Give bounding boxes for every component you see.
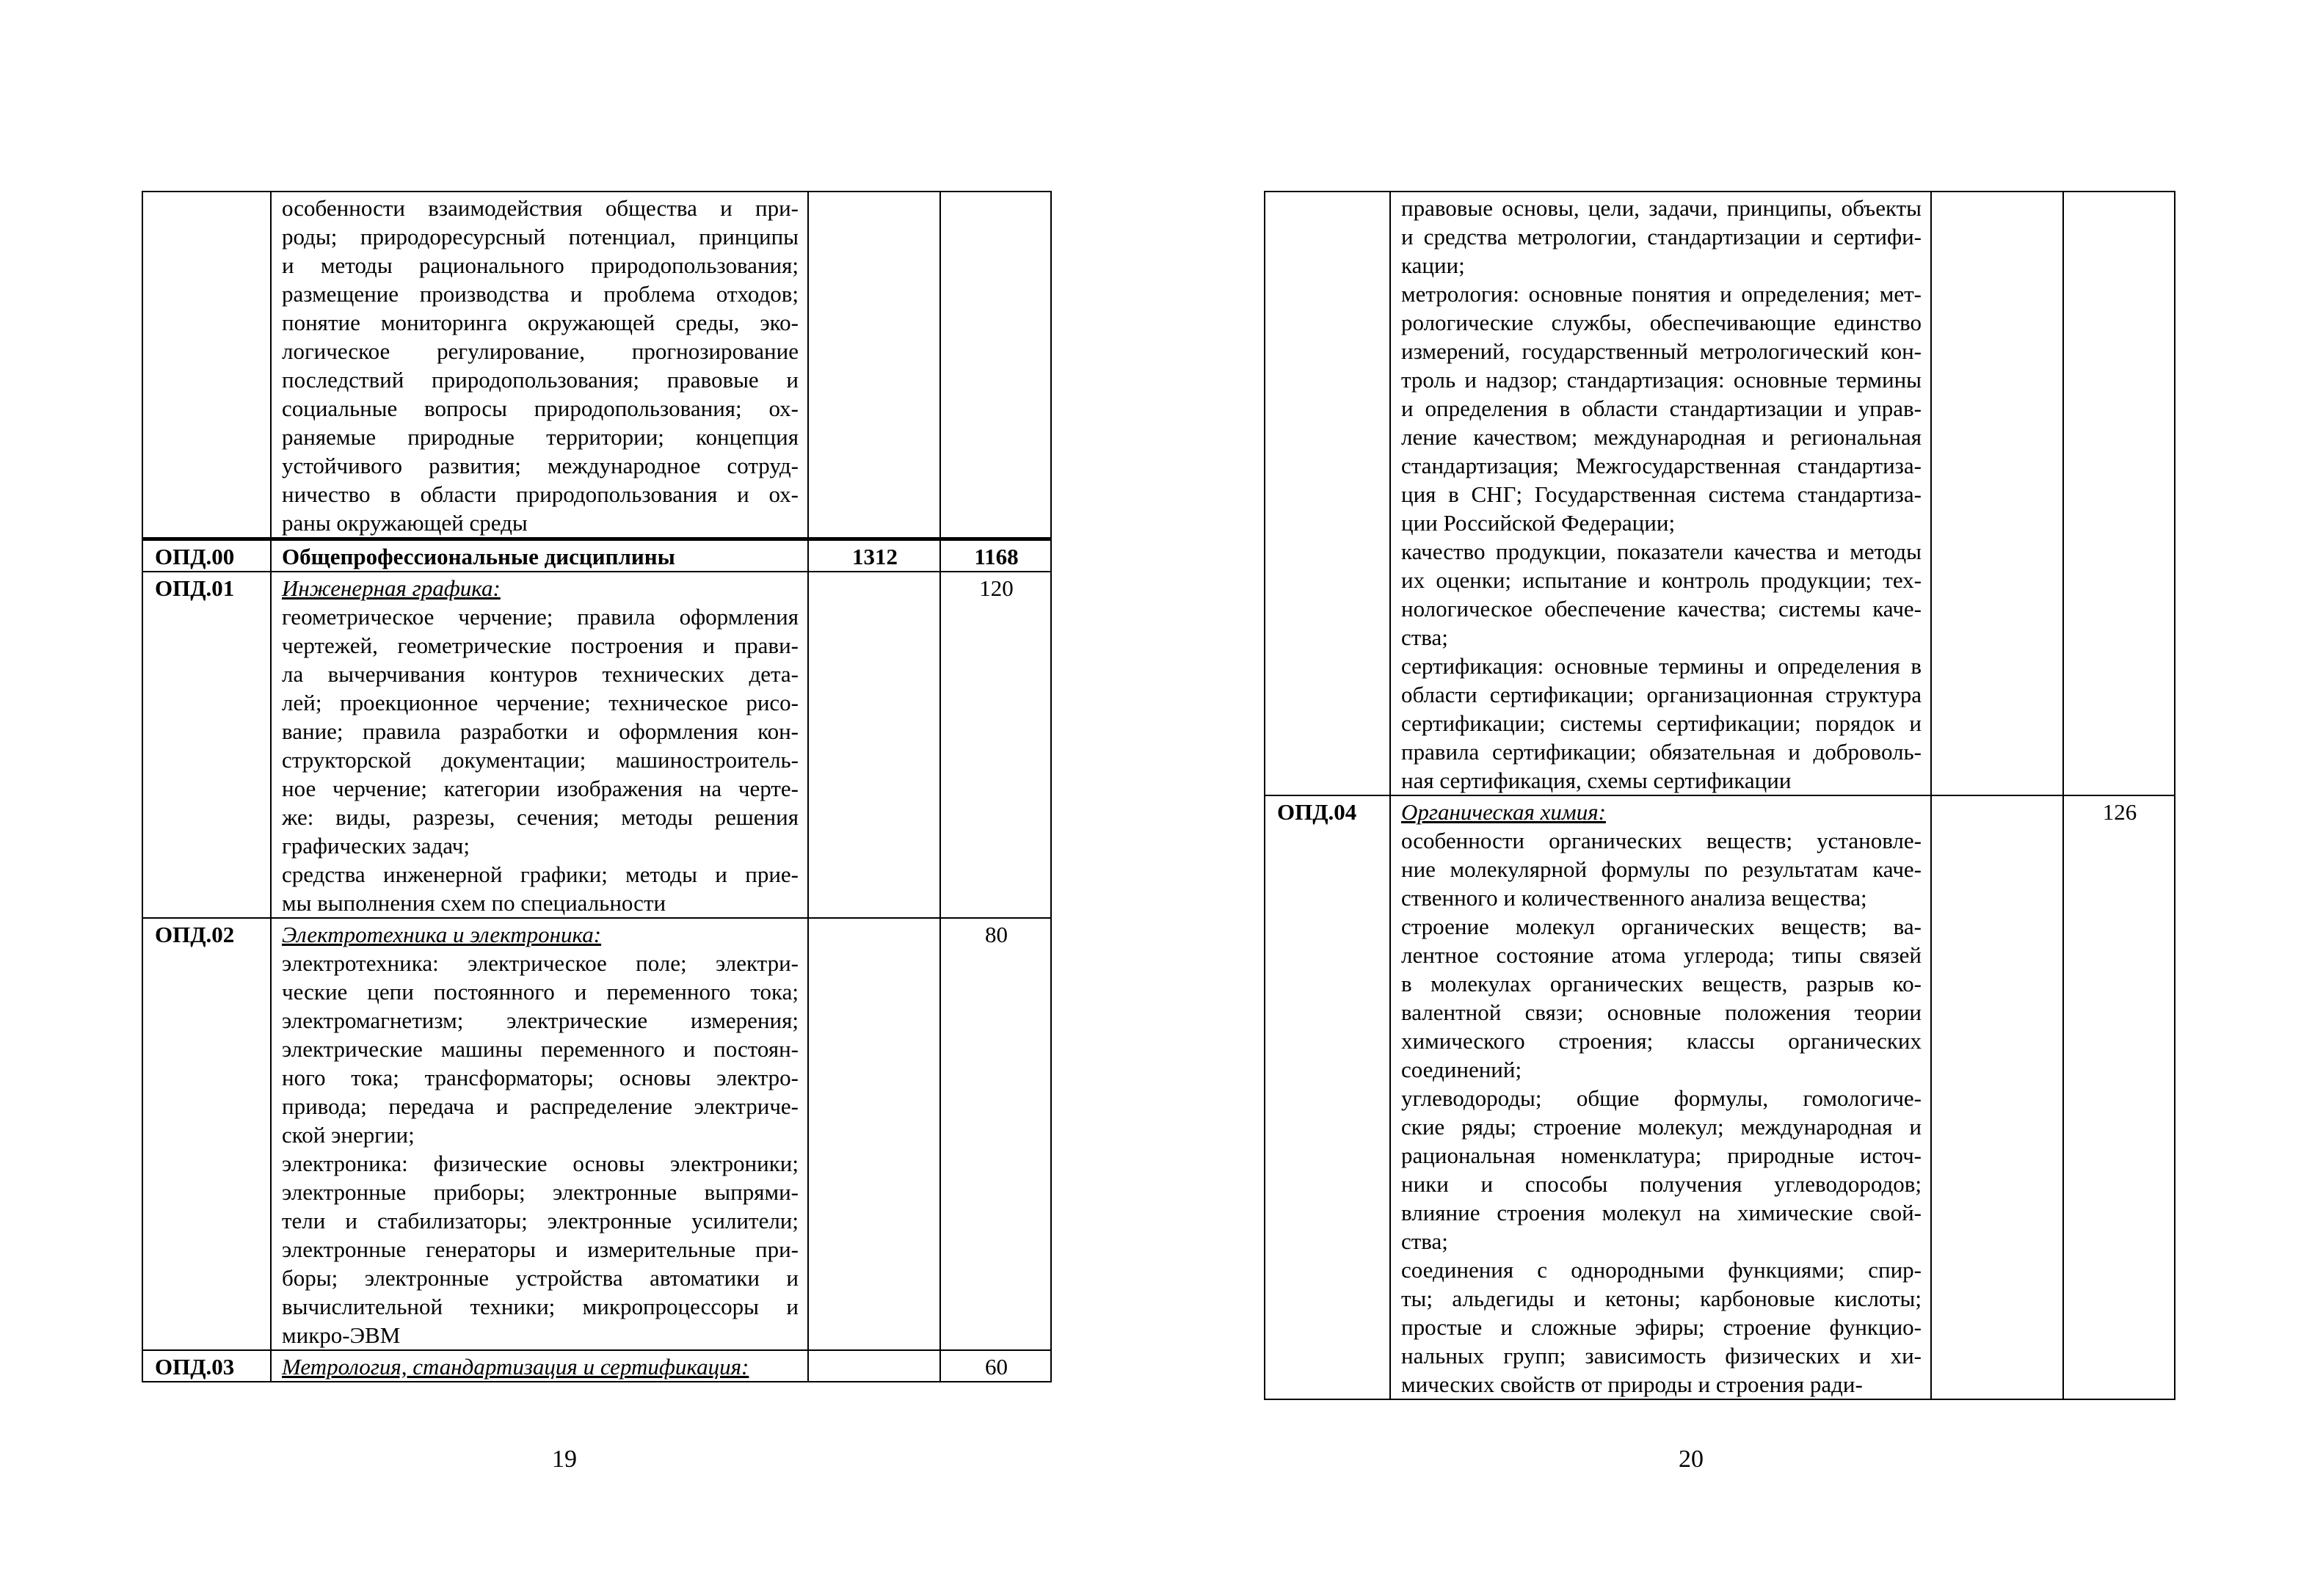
content-line: метрология: основные понятия и определения; мет- [1401, 281, 1922, 307]
content-line: электронные генераторы и измерительные при- [282, 1236, 799, 1262]
discipline-title: Инженерная графика: [282, 575, 501, 601]
hours-required: 60 [940, 1350, 1051, 1382]
content-line: ства; [1401, 624, 1448, 650]
discipline-title: Органическая химия: [1401, 799, 1606, 825]
content-line: особенности взаимодействия общества и при- [282, 195, 799, 221]
content-line: ники и способы получения углеводородов; [1401, 1171, 1922, 1197]
content-line: раны окружающей среды [282, 510, 528, 536]
content-line: электромагнетизм; электрические измерения; [282, 1007, 799, 1033]
content-line: ской энергии; [282, 1122, 415, 1148]
hours-max [808, 918, 940, 1350]
hours-max: 1312 [808, 539, 940, 572]
table-row [142, 539, 1051, 572]
content-line: лей; проекционное черчение; техническое рисо- [282, 690, 799, 715]
content-line: ла вычерчивания контуров технических дета- [282, 661, 799, 687]
content-line: мы выполнения схем по специальности [282, 890, 666, 916]
content-line: чертежей, геометрические построения и прави- [282, 633, 799, 658]
content-line: в молекулах органических веществ, разрыв ко- [1401, 971, 1922, 996]
content-line: вычислительной техники; микропроцессоры и [282, 1294, 799, 1319]
content-line: электронные приборы; электронные выпрями- [282, 1179, 799, 1205]
content-line: средства инженерной графики; методы и прие- [282, 861, 799, 887]
content-line: ственного и количественного анализа вещества; [1401, 885, 1867, 911]
discipline-title: Электротехника и электроника: [282, 922, 602, 947]
curriculum-table-left [142, 191, 1052, 1382]
content-line: социальные вопросы природопользования; ох- [282, 396, 799, 421]
discipline-code: ОПД.04 [1265, 795, 1390, 1399]
content-line: рологические службы, обеспечивающие единство [1401, 310, 1922, 335]
content-line: ства; [1401, 1228, 1448, 1254]
hours-required: 120 [940, 572, 1051, 918]
content-line: области сертификации; организационная структура [1401, 682, 1922, 707]
content-line: роды; природоресурсный потенциал, принципы [282, 224, 799, 249]
content-line: качество продукции, показатели качества и методы [1401, 539, 1922, 564]
hours-required [940, 192, 1051, 539]
content-line: сертификации; системы сертификации; порядок и [1401, 710, 1922, 736]
content-line: электроника: физические основы электроники; [282, 1151, 799, 1176]
content-line: ное черчение; категории изображения на черте- [282, 776, 799, 801]
content-line: ние молекулярной формулы по результатам каче- [1401, 856, 1922, 882]
content-line: и методы рационального природопользования; [282, 252, 799, 278]
discipline-content [271, 192, 808, 539]
discipline-content [271, 918, 808, 1350]
discipline-title: Общепрофессиональные дисциплины [282, 544, 675, 569]
hours-required: 80 [940, 918, 1051, 1350]
hours-max [1931, 795, 2063, 1399]
content-line: же: виды, разрезы, сечения; методы решения [282, 804, 799, 830]
content-line: нальных групп; зависимость физических и хи- [1401, 1343, 1922, 1369]
hours-required: 126 [2063, 795, 2175, 1399]
content-line: кации; [1401, 252, 1465, 278]
content-line: и определения в области стандартизации и управ- [1401, 396, 1922, 421]
content-line: раняемые природные территории; концепция [282, 424, 799, 450]
content-line: правила сертификации; обязательная и доброволь- [1401, 739, 1922, 765]
content-line: устойчивого развития; международное сотруд- [282, 453, 799, 478]
content-line: их оценки; испытание и контроль продукции; тех- [1401, 567, 1922, 593]
discipline-content [271, 1350, 808, 1382]
content-line: влияние строения молекул на химические свой- [1401, 1200, 1922, 1225]
content-line: мических свойств от природы и строения ради- [1401, 1371, 1863, 1397]
hours-max [808, 572, 940, 918]
content-line: измерений, государственный метрологический кон- [1401, 338, 1922, 364]
content-line: валентной связи; основные положения теории [1401, 999, 1922, 1025]
content-line: ление качеством; международная и региональная [1401, 424, 1922, 450]
content-line: геометрическое черчение; правила оформления [282, 604, 799, 630]
content-line: простые и сложные эфиры; строение функцио- [1401, 1314, 1922, 1340]
content-line: соединений; [1401, 1057, 1522, 1082]
discipline-code: ОПД.03 [142, 1350, 271, 1382]
discipline-content [271, 572, 808, 918]
hours-max [808, 1350, 940, 1382]
content-line: ция в СНГ; Государственная система стандартиза- [1401, 481, 1922, 507]
content-line: ного тока; трансформаторы; основы электро- [282, 1065, 799, 1090]
content-line: размещение производства и проблема отходов; [282, 281, 799, 307]
discipline-content [271, 539, 808, 572]
content-line: понятие мониторинга окружающей среды, эко- [282, 310, 799, 335]
discipline-code [1265, 192, 1390, 795]
content-line: вание; правила разработки и оформления кон- [282, 718, 799, 744]
content-line: строение молекул органических веществ; ва- [1401, 914, 1922, 939]
content-line: троль и надзор; стандартизация: основные термины [1401, 367, 1922, 393]
table-row [142, 918, 1051, 1350]
content-line: ции Российской Федерации; [1401, 510, 1676, 536]
content-line: ты; альдегиды и кетоны; карбоновые кислоты; [1401, 1286, 1922, 1311]
table-row [142, 192, 1051, 539]
hours-required [2063, 192, 2175, 795]
discipline-code: ОПД.01 [142, 572, 271, 918]
curriculum-table-right [1264, 191, 2175, 1400]
table-row [1265, 192, 2175, 795]
content-line: нологическое обеспечение качества; системы каче- [1401, 596, 1922, 622]
discipline-content [1390, 795, 1931, 1399]
page-number: 19 [552, 1446, 577, 1473]
table-row [142, 572, 1051, 918]
content-line: микро-ЭВМ [282, 1322, 401, 1348]
content-line: последствий природопользования; правовые и [282, 367, 799, 393]
content-line: углеводороды; общие формулы, гомологиче- [1401, 1085, 1922, 1111]
content-line: тели и стабилизаторы; электронные усилители; [282, 1208, 799, 1234]
table-row [1265, 795, 2175, 1399]
content-line: графических задач; [282, 833, 470, 859]
content-line: особенности органических веществ; установле- [1401, 828, 1922, 853]
content-line: сертификация: основные термины и определения в [1401, 653, 1922, 679]
content-line: электрические машины переменного и постоян- [282, 1036, 799, 1062]
hours-max [808, 192, 940, 539]
content-line: соединения с однородными функциями; спир- [1401, 1257, 1922, 1283]
content-line: стандартизация; Межгосударственная стандартиза- [1401, 453, 1922, 478]
content-line: и средства метрологии, стандартизации и сертифи- [1401, 224, 1922, 249]
table-row [142, 1350, 1051, 1382]
content-line: электротехника: электрическое поле; электри- [282, 950, 799, 976]
page-number: 20 [1679, 1446, 1704, 1473]
content-line: рациональная номенклатура; природные источ- [1401, 1143, 1922, 1168]
content-line: ские ряды; строение молекул; международная и [1401, 1114, 1922, 1140]
content-line: ничество в области природопользования и ох- [282, 481, 799, 507]
content-line: правовые основы, цели, задачи, принципы, объекты [1401, 195, 1922, 221]
content-line: ная сертификация, схемы сертификации [1401, 768, 1792, 793]
content-line: лентное состояние атома углерода; типы связей [1401, 942, 1922, 968]
content-line: структорской документации; машиностроитель- [282, 747, 799, 773]
content-line: привода; передача и распределение электриче- [282, 1093, 799, 1119]
discipline-title: Метрология, стандартизация и сертификация: [282, 1354, 749, 1380]
discipline-code: ОПД.02 [142, 918, 271, 1350]
content-line: ческие цепи постоянного и переменного тока; [282, 979, 799, 1005]
discipline-content [1390, 192, 1931, 795]
hours-required: 1168 [940, 539, 1051, 572]
content-line: боры; электронные устройства автоматики и [282, 1265, 799, 1291]
discipline-code: ОПД.00 [142, 539, 271, 572]
discipline-code [142, 192, 271, 539]
content-line: химического строения; классы органических [1401, 1028, 1922, 1054]
hours-max [1931, 192, 2063, 795]
content-line: логическое регулирование, прогнозирование [282, 338, 799, 364]
